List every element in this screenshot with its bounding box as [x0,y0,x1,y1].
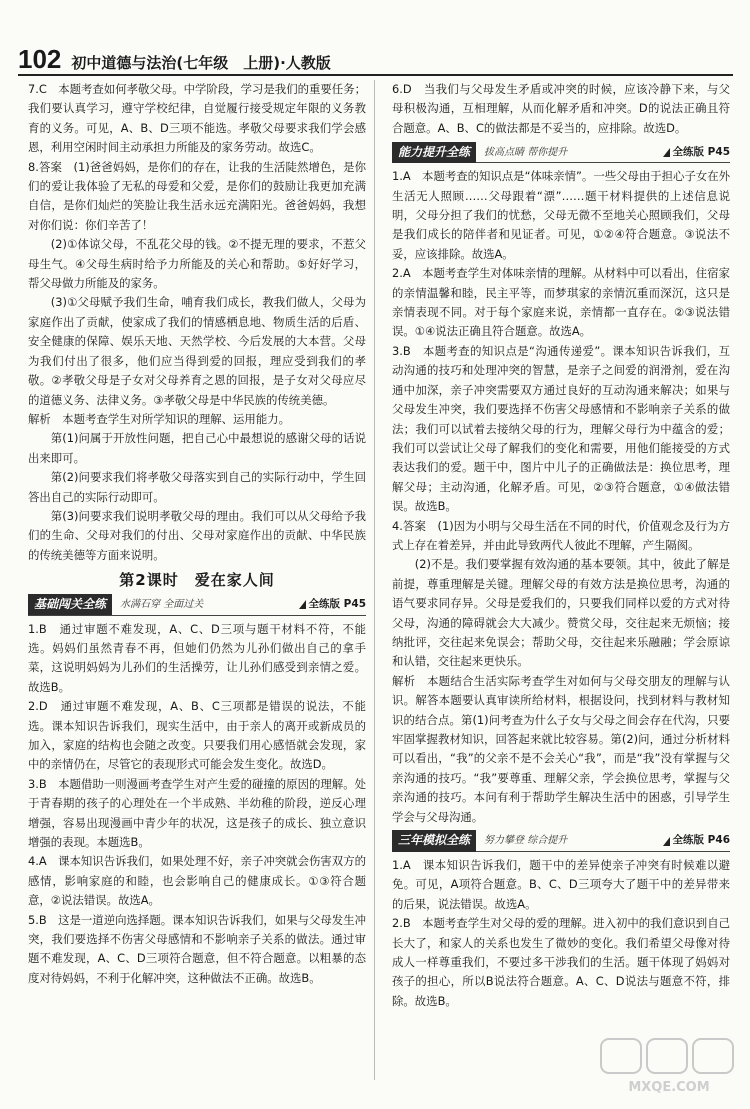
page-header [18,44,733,76]
banner-basic-ref: 全练版 P45 [299,595,366,614]
left-column [28,80,366,988]
answer-8-part2: (2)①体谅父母，不乱花父母的钱。②不提无理的要求，不惹父母生气。④父母生病时给予力所能及的关心和帮助。⑤好好学习，帮父母做力所能及的家务。 [28,237,366,291]
banner-ability-name: 能力提升全练 [392,142,476,163]
banner-ability-ref: 全练版 P45 [663,143,730,162]
banner-three-year-name: 三年模拟全练 [392,830,476,851]
banner-basic-sub: 水满石穿 全面过关 [120,598,204,610]
basic-answer-3: 3.B 本题借助一则漫画考查学生对产生爱的碰撞的原因的理解。处于青春期的孩子的心理处在一个半成熟、半幼稚的阶段，逆反心理增强，容易出现漫画中青少年的状况，这是孩子的成长、独立意识增强的表现。本题选B。 [28,776,366,850]
analysis-8: 解析 本题考查学生对所学知识的理解、运用能力。 [28,411,290,426]
basic-answer-4: 4.A 课本知识告诉我们，如果处理不好，亲子冲突就会伤害双方的感情，影响家庭的和睦，也会影响自己的健康成长。①③符合题意，②说法错误。故选A。 [28,854,366,908]
analysis-8-q2: 第(2)问要求我们将孝敬父母落实到自己的实际行动中，学生回答出自己的实际行动即可。 [28,470,366,504]
answer-8-part3: (3)①父母赋予我们生命，哺育我们成长，教我们做人，父母为家庭作出了贡献，使家成了我们的情感栖息地、物质生活的后盾、安全健康的保障、娱乐天地、天然学校、今后发展的大本营。父母为我们付出了很多，他们应当得到爱的回报，理应受到我们的孝敬。②孝敬父母是子女对父母养育之恩的回报，是子女对父母应尽的道德义务、法律义务。③孝敬父母是中华民族的传统美德。 [28,295,366,407]
section-banner-ability [392,142,730,163]
ability-answer-2: 2.A 本题考查学生对体味亲情的理解。从材料中可以看出，住宿家的亲情温馨和睦，民主平等，而梦琪家的亲情沉重而深沉，这只是亲情表现不同。对于每个家庭来说，亲情都一直存在。②③说法错误。①④说法正确且符合题意。故选A。 [392,266,730,339]
analysis-8-q1: 第(1)问属于开放性问题，把自己心中最想说的感谢父母的话说出来即可。 [28,431,366,465]
ability-answer-4-part2: (2)不是。我们要掌握有效沟通的基本要领。其中，彼此了解是前提，尊重理解是关键。理解父母的有效方法是换位思考，沟通的语气要求同存异。父母是爱我们的，只要我们同样以爱的方式对待父母，沟通的障碍就会大大减少。赞赏父母，交往起来无烦恼；接纳批评，交往起来免误会；帮助父母，交往起来乐融融；学会原谅和认错，交往起来更快乐。 [392,557,730,669]
right-column [392,80,730,1011]
page-number: 102 [18,44,62,74]
basic-answer-1: 1.B 通过审题不难发现，A、C、D三项与题干材料不符，不能选。妈妈们虽然青春不再，但她们仍然为儿孙们做出自己的拿手菜，这说明妈妈为儿孙们的生活操劳，让儿孙们感受到亲情之爱。故选B。 [28,621,366,694]
ability-analysis-4: 解析 本题结合生活实际考查学生对如何与父母交朋友的理解与认识。解答本题要认真审读所给材料，根据设问，找到材料与教材知识的结合点。第(1)问考查为什么子女与父母之间会存在代沟，只要牢固掌握教材知识，回答起来就比较容易。第(2)问，通过分析材料可以看出，“我”的父亲不是不会关心“我”，而是“我”没有掌握与父亲沟通的技巧。“我”要尊重、理解父亲，学会换位思考，掌握与父亲沟通的技巧。本问有利于帮助学生解决生活中的困惑，引导学生学会与父母沟通。 [392,673,730,824]
answer-8-part1: 8.答案 (1)爸爸妈妈，是你们的存在，让我的生活陡然增色，是你们的爱让我体验了无私的母爱和父爱，是你们的鼓励让我更加充满自信，是你们灿烂的笑脸让我生活永远充满阳光。爸爸妈妈，我想对你们说：你们辛苦了！ [28,159,366,232]
section-banner-basic [28,595,366,616]
banner-three-year-sub: 努力攀登 综合提升 [484,835,568,847]
basic-answer-5: 5.B 这是一道逆向选择题。课本知识告诉我们，如果与父母发生冲突，我们要选择不伤害父母感情和不影响亲子关系的做法。通过审题不难发现，A、C、D三项符合题意，但不符合题意。以粗暴的态度对待妈妈，不利于化解冲突，这种做法不正确。故选B。 [28,912,366,985]
basic-answer-6: 6.D 当我们与父母发生矛盾或冲突的时候，应该冷静下来，与父母积极沟通，互相理解，从而化解矛盾和冲突。D的说法正确且符合题意。A、B、C的做法都是不妥当的，应排除。故选D。 [392,82,730,135]
watermark-url: MXQE.COM [628,1080,710,1095]
triangle-icon [663,837,670,846]
three-year-answer-1: 1.A 课本知识告诉我们，题干中的差异使亲子冲突有时候难以避免。可见，A项符合题意。B、C、D三项夸大了题干中的差异带来的后果，说法错误。故选A。 [392,858,730,911]
banner-three-year-ref: 全练版 P46 [663,831,730,850]
section-banner-three-year [392,831,730,852]
triangle-icon [299,600,306,609]
column-divider [374,80,375,1080]
analysis-8-q3: 第(3)问要求我们说明孝敬父母的理由。我们可以从父母给予我们的生命、父母对我们的付出、父母对家庭作出的贡献、中华民族的传统美德等方面来说明。 [28,508,366,562]
ability-answer-4-part1: 4.答案 (1)因为小明与父母生活在不同的时代，价值观念及行为方式上存在着差异，并由此导致两代人彼此不理解，产生隔阂。 [392,518,730,552]
three-year-answer-2: 2.B 本题考查学生对父母的爱的理解。进入初中的我们意识到自己长大了，和家人的关系也发生了微妙的变化。我们希望父母像对待成人一样尊重我们，不要过多干涉我们的生活。题干体现了妈妈对孩子的担心，所以B说法符合题意。A、C、D说法与题意不符，排除。故选B。 [392,916,730,1008]
banner-basic-name: 基础闯关全练 [28,594,112,615]
triangle-icon [663,148,670,157]
watermark-logo [597,1035,742,1097]
ability-answer-3: 3.B 本题考查的知识点是“沟通传递爱”。课本知识告诉我们，互动沟通的技巧和处理冲突的智慧，是亲子之间爱的润滑剂，爱在沟通中加深，亲子冲突需要双方通过良好的互动沟通来解决；如果与父母发生冲突，我们要选择不伤害父母感情和不影响亲子关系的做法；我们可以试着去接纳父母的行为，理解父母行为中蕴含的爱；我们可以尝试让父母了解我们的变化和需要，用他们能接受的方式表达我们的爱。题干中，图片中儿子的正确做法是：换位思考，理解父母；主动沟通，化解矛盾。可见，②③符合题意，①④做法错误。故选B。 [392,343,730,514]
banner-ability-sub: 拔高点睛 帮你提升 [484,146,568,158]
answer-7c: 7.C 本题考查如何孝敬父母。中学阶段，学习是我们的重要任务；我们要认真学习，遵守学校纪律，自觉履行接受规定年限的义务教育的义务。可见，A、B、D三项不能选。孝敬父母要求我们学会感恩，利用空闲时间主动承担力所能及的家务劳动。故选C。 [28,82,366,155]
basic-answer-2: 2.D 通过审题不难发现，A、B、C三项都是错误的说法，不能选。课本知识告诉我们，现实生活中，由于亲人的离开或新成员的加入，家庭的结构也会随之改变。只要我们用心感悟就会发现，家中的亲情仍在，尽管它的表现形式可能会发生变化。故选D。 [28,699,366,772]
book-title: 初中道德与法治(七年级 上册)·人教版 [71,54,331,72]
lesson-title: 第2课时 爱在家人间 [119,571,275,590]
ability-answer-1: 1.A 本题考查的知识点是“体味亲情”。一些父母由于担心子女在外生活无人照顾……父母跟着“漂”……题干材料提供的上述信息说明，父母分担了我们的忧愁，父母无微不至地关心照顾我们，父母是我们成长的陪伴者和见证者。可见，①②④符合题意。③说法不妥，应该排除。故选A。 [392,169,731,261]
